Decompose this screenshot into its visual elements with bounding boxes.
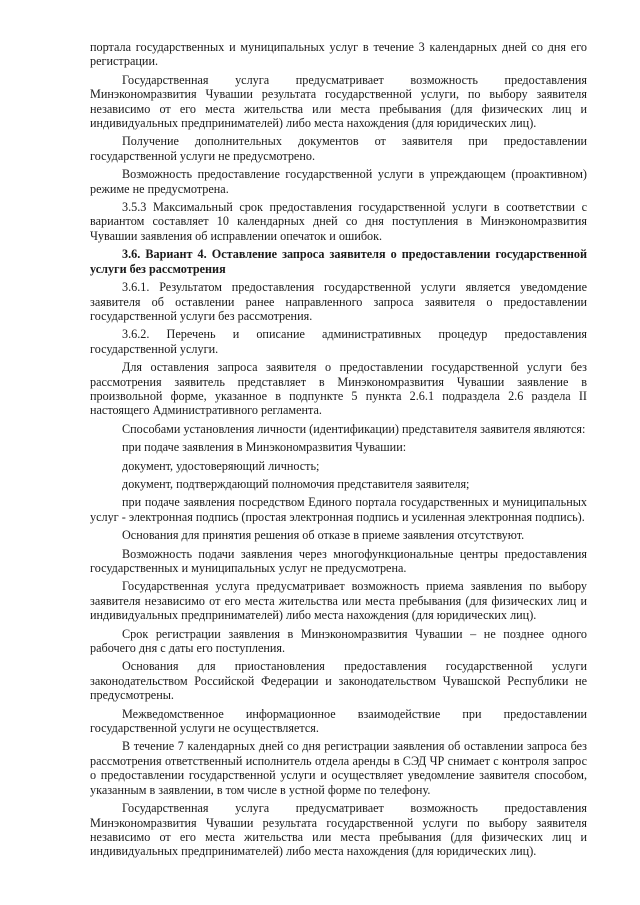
paragraph-interagency: Межведомственное информационное взаимодействие при предоставлении государственной услуги не осуществляется. <box>90 706 587 736</box>
paragraph-3-6-1: 3.6.1. Результатом предоставления государственной услуги является уведомдение заявителя об оставлении ранее направленного запроса заявителя о предоставлении государственной услуги без рассмотрения. <box>90 280 587 323</box>
paragraph-suspension-grounds: Основания для приостановления предоставления государственной услуги законодательством Российской Федерации и законодательством Чувашской Республики не предусмотрены. <box>90 659 587 703</box>
list-item-in-person: при подаче заявления в Минэкономразвития Чувашии: <box>122 440 407 455</box>
paragraph-result-delivery: Государственная услуга предусматривает возможность предоставления Минэкономразвития Чувашии результата государственной услуги, по выбору заявителя независимо от его места жительства или места пребывания (для физических лиц и индивидуальных предпринимателей) либо места нахождения (для юридических лиц). <box>90 72 587 131</box>
paragraph-mfc-submission: Возможность подачи заявления через многофункциональные центры предоставления государственных и муниципальных услуг не предусмотрена. <box>90 546 587 575</box>
paragraph-proactive-mode: Возможность предоставление государственной услуги в упреждающем (проактивном) режиме не предусмотрена. <box>90 167 587 196</box>
paragraph-registration-term: Срок регистрации заявления в Минэкономразвития Чувашии – не позднее одного рабочего дня с даты его поступления. <box>90 626 587 656</box>
list-item-portal-signature: при подаче заявления посредством Единого портала государственных и муниципальных услуг - электронная подпись (простая электронная подпись и усиленная электронная подпись). <box>90 495 587 524</box>
paragraph-7-days: В течение 7 календарных дней со дня регистрации заявления об оставлении запроса без рассмотрения ответственный исполнитель отдела аренды в СЭД ЧР снимает с контроля запрос о предоставлении государственной услуги и осуществляет уведомление заявителя способом, указанным в заявлении, в том числе в устной форме по телефону. <box>90 739 587 797</box>
section-heading-3-6: 3.6. Вариант 4. Оставление запроса заявителя о предоставлении государственной услуги без рассмотрения <box>90 247 587 276</box>
document-body <box>90 40 587 863</box>
paragraph-identification-methods: Способами установления личности (идентификации) представителя заявителя являются: <box>122 421 586 436</box>
paragraph-extraterritorial: Государственная услуга предусматривает возможность приема заявления по выбору заявителя независимо от его места жительства или места пребывания (для физических лиц и индивидуальных предпринимателей) либо места нахождения (для юридических лиц). <box>90 579 587 623</box>
paragraph-additional-documents: Получение дополнительных документов от заявителя при предоставлении государственной услуги не предусмотрено. <box>90 134 587 163</box>
paragraph-3-6-2: 3.6.2. Перечень и описание административных процедур предоставления государственной услуги. <box>90 327 587 356</box>
list-item-authority-document: документ, подтверждающий полномочия представителя заявителя; <box>122 476 470 491</box>
list-item-identity-document: документ, удостоверяющий личность; <box>122 458 320 473</box>
paragraph-application-submission: Для оставления запроса заявителя о предоставлении государственной услуги без рассмотрения заявитель представляет в Минэкономразвития Чувашии заявление в произвольной форме, указанное в подпункте 5 пункта 2.6.1 подраздела 2.6 раздела II настоящего Административного регламента. <box>90 360 587 418</box>
paragraph-3-5-3: 3.5.3 Максимальный срок предоставления государственной услуги в соответствии с вариантом составляет 10 календарных дней со дня поступления в Минэкономразвития Чувашии заявления об исправлении опечаток и ошибок. <box>90 200 587 243</box>
paragraph-continuation: портала государственных и муниципальных услуг в течение 3 календарных дней со дня его регистрации. <box>90 40 587 69</box>
paragraph-refusal-grounds: Основания для принятия решения об отказе в приеме заявления отсутствуют. <box>122 528 525 543</box>
paragraph-result-delivery-2: Государственная услуга предусматривает возможность предоставления Минэкономразвития Чувашии результата государственной услуги по выбору заявителя независимо от его места жительства или места пребывания (для физических лиц и индивидуальных предпринимателей) либо места нахождения (для юридических лиц). <box>90 801 587 859</box>
